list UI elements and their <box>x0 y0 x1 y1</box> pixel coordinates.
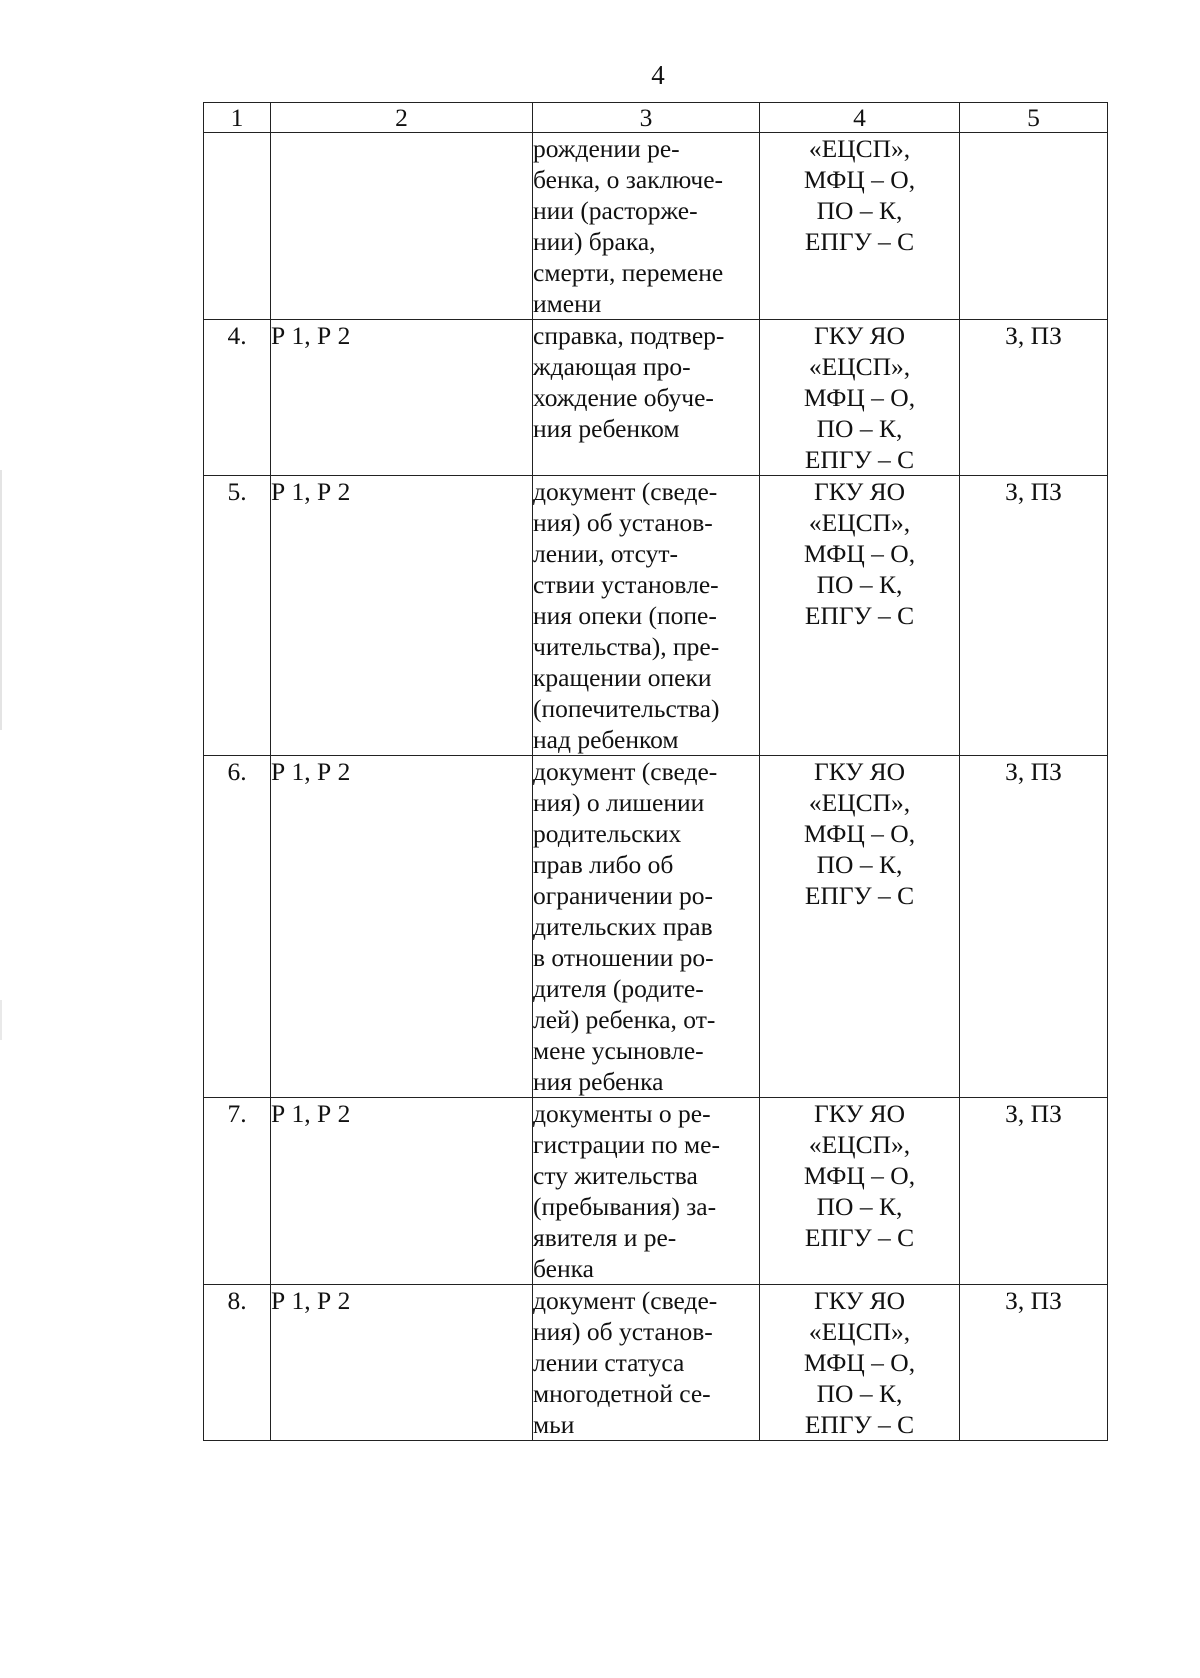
table-row <box>204 1285 1108 1441</box>
row-number-cell: 5. <box>204 476 271 756</box>
recipient-cell: Р 1, Р 2 <box>271 320 533 476</box>
recipient-cell: Р 1, Р 2 <box>271 1098 533 1285</box>
authority-cell <box>760 133 960 320</box>
document-cell-line: многодетной се- <box>533 1379 711 1408</box>
header-row <box>204 103 1108 133</box>
authority-cell-line: ГКУ ЯО <box>813 477 906 506</box>
authority-cell-line: ГКУ ЯО <box>813 321 906 350</box>
document-cell-line: документ (сведе- <box>533 757 718 786</box>
authority-cell-line: МФЦ – О, <box>803 383 916 412</box>
document-cell-line: мьи <box>533 1410 575 1439</box>
authority-cell-line: ЕПГУ – С <box>804 1223 915 1252</box>
document-cell <box>533 133 760 320</box>
authority-cell-line: ГКУ ЯО <box>813 1286 906 1315</box>
document-cell <box>533 320 760 476</box>
row-number-cell <box>204 133 271 320</box>
document-cell-line: сту жительства <box>533 1161 698 1190</box>
authority-cell-line: ГКУ ЯО <box>813 757 906 786</box>
document-cell-line: документ (сведе- <box>533 1286 718 1315</box>
authority-cell-line: ПО – К, <box>816 414 903 443</box>
authority-cell-line: МФЦ – О, <box>803 165 916 194</box>
document-cell-line: мене усыновле- <box>533 1036 704 1065</box>
document-cell <box>533 476 760 756</box>
scan-edge-mark <box>0 1000 2 1040</box>
authority-cell <box>760 1098 960 1285</box>
document-cell-line: прав либо об <box>533 850 674 879</box>
table-row <box>204 320 1108 476</box>
document-cell <box>533 1098 760 1285</box>
document-cell-line: ния) об установ- <box>533 1317 713 1346</box>
authority-cell-line: МФЦ – О, <box>803 819 916 848</box>
document-cell-line: ния) об установ- <box>533 508 713 537</box>
authority-cell <box>760 320 960 476</box>
recipient-cell: Р 1, Р 2 <box>271 476 533 756</box>
authority-cell <box>760 1285 960 1441</box>
document-cell-line: бенка, о заключе- <box>533 165 724 194</box>
authority-cell-line: «ЕЦСП», <box>808 1130 911 1159</box>
header-cell-3: 3 <box>533 103 760 133</box>
header-cell-1: 1 <box>204 103 271 133</box>
document-cell-line: смерти, перемене <box>533 258 724 287</box>
row-number-cell: 4. <box>204 320 271 476</box>
table-row <box>204 133 1108 320</box>
code-cell: З, ПЗ <box>960 320 1108 476</box>
document-cell-line: рождении ре- <box>533 134 680 163</box>
authority-cell-line: ПО – К, <box>816 1379 903 1408</box>
document-cell-line: имени <box>533 289 602 318</box>
authority-cell-line: ПО – К, <box>816 1192 903 1221</box>
document-table <box>203 102 1108 1441</box>
header-cell-5: 5 <box>960 103 1108 133</box>
authority-cell-line: ЕПГУ – С <box>804 601 915 630</box>
document-cell-line: ния ребенка <box>533 1067 664 1096</box>
authority-cell-line: ЕПГУ – С <box>804 227 915 256</box>
document-cell-line: гистрации по ме- <box>533 1130 720 1159</box>
row-number-cell: 8. <box>204 1285 271 1441</box>
code-cell: З, ПЗ <box>960 1285 1108 1441</box>
document-cell-line: ния) о лишении <box>533 788 705 817</box>
authority-cell-line: ПО – К, <box>816 850 903 879</box>
authority-cell-line: «ЕЦСП», <box>808 352 911 381</box>
document-cell-line: ния ребенком <box>533 414 680 443</box>
document-cell-line: кращении опеки <box>533 663 712 692</box>
document-cell-line: явителя и ре- <box>533 1223 677 1252</box>
document-cell <box>533 1285 760 1441</box>
document-cell-line: в отношении ро- <box>533 943 714 972</box>
code-cell: З, ПЗ <box>960 1098 1108 1285</box>
table-row <box>204 1098 1108 1285</box>
authority-cell-line: «ЕЦСП», <box>808 134 911 163</box>
document-cell-line: бенка <box>533 1254 594 1283</box>
document-cell-line: документ (сведе- <box>533 477 718 506</box>
authority-cell-line: ПО – К, <box>816 570 903 599</box>
document-cell-line: ния опеки (попе- <box>533 601 717 630</box>
header-cell-4: 4 <box>760 103 960 133</box>
recipient-cell: Р 1, Р 2 <box>271 756 533 1098</box>
authority-cell-line: ЕПГУ – С <box>804 1410 915 1439</box>
recipient-cell <box>271 133 533 320</box>
authority-cell <box>760 476 960 756</box>
document-cell-line: над ребенком <box>533 725 679 754</box>
authority-cell-line: МФЦ – О, <box>803 539 916 568</box>
document-cell-line: дительских прав <box>533 912 713 941</box>
document-cell-line: родительских <box>533 819 682 848</box>
document-cell-line: ствии установле- <box>533 570 719 599</box>
document-cell-line: нии (расторже- <box>533 196 698 225</box>
document-cell-line: ждающая про- <box>533 352 691 381</box>
document-cell-line: справка, подтвер- <box>533 321 725 350</box>
document-cell-line: документы о ре- <box>533 1099 711 1128</box>
document-cell-line: лении статуса <box>533 1348 685 1377</box>
authority-cell-line: МФЦ – О, <box>803 1161 916 1190</box>
document-cell-line: дителя (родите- <box>533 974 704 1003</box>
document-cell-line: лении, отсут- <box>533 539 678 568</box>
authority-cell <box>760 756 960 1098</box>
document-cell-line: (пребывания) за- <box>533 1192 717 1221</box>
authority-cell-line: «ЕЦСП», <box>808 508 911 537</box>
authority-cell-line: ЕПГУ – С <box>804 445 915 474</box>
page-number: 4 <box>651 60 665 90</box>
authority-cell-line: ПО – К, <box>816 196 903 225</box>
document-cell-line: ограничении ро- <box>533 881 714 910</box>
table-header <box>204 103 1108 133</box>
code-cell: З, ПЗ <box>960 476 1108 756</box>
table-row <box>204 476 1108 756</box>
code-cell: З, ПЗ <box>960 756 1108 1098</box>
authority-cell-line: «ЕЦСП», <box>808 1317 911 1346</box>
document-cell-line: лей) ребенка, от- <box>533 1005 716 1034</box>
code-cell <box>960 133 1108 320</box>
document-cell-line: хождение обуче- <box>533 383 714 412</box>
document-cell <box>533 756 760 1098</box>
scan-edge-mark <box>0 470 2 730</box>
document-cell-line: нии) брака, <box>533 227 656 256</box>
table-body <box>204 133 1108 1441</box>
recipient-cell: Р 1, Р 2 <box>271 1285 533 1441</box>
authority-cell-line: ЕПГУ – С <box>804 881 915 910</box>
row-number-cell: 7. <box>204 1098 271 1285</box>
document-cell-line: чительства), пре- <box>533 632 720 661</box>
authority-cell-line: МФЦ – О, <box>803 1348 916 1377</box>
header-cell-2: 2 <box>271 103 533 133</box>
table-row <box>204 756 1108 1098</box>
authority-cell-line: «ЕЦСП», <box>808 788 911 817</box>
document-cell-line: (попечительства) <box>533 694 720 723</box>
row-number-cell: 6. <box>204 756 271 1098</box>
authority-cell-line: ГКУ ЯО <box>813 1099 906 1128</box>
